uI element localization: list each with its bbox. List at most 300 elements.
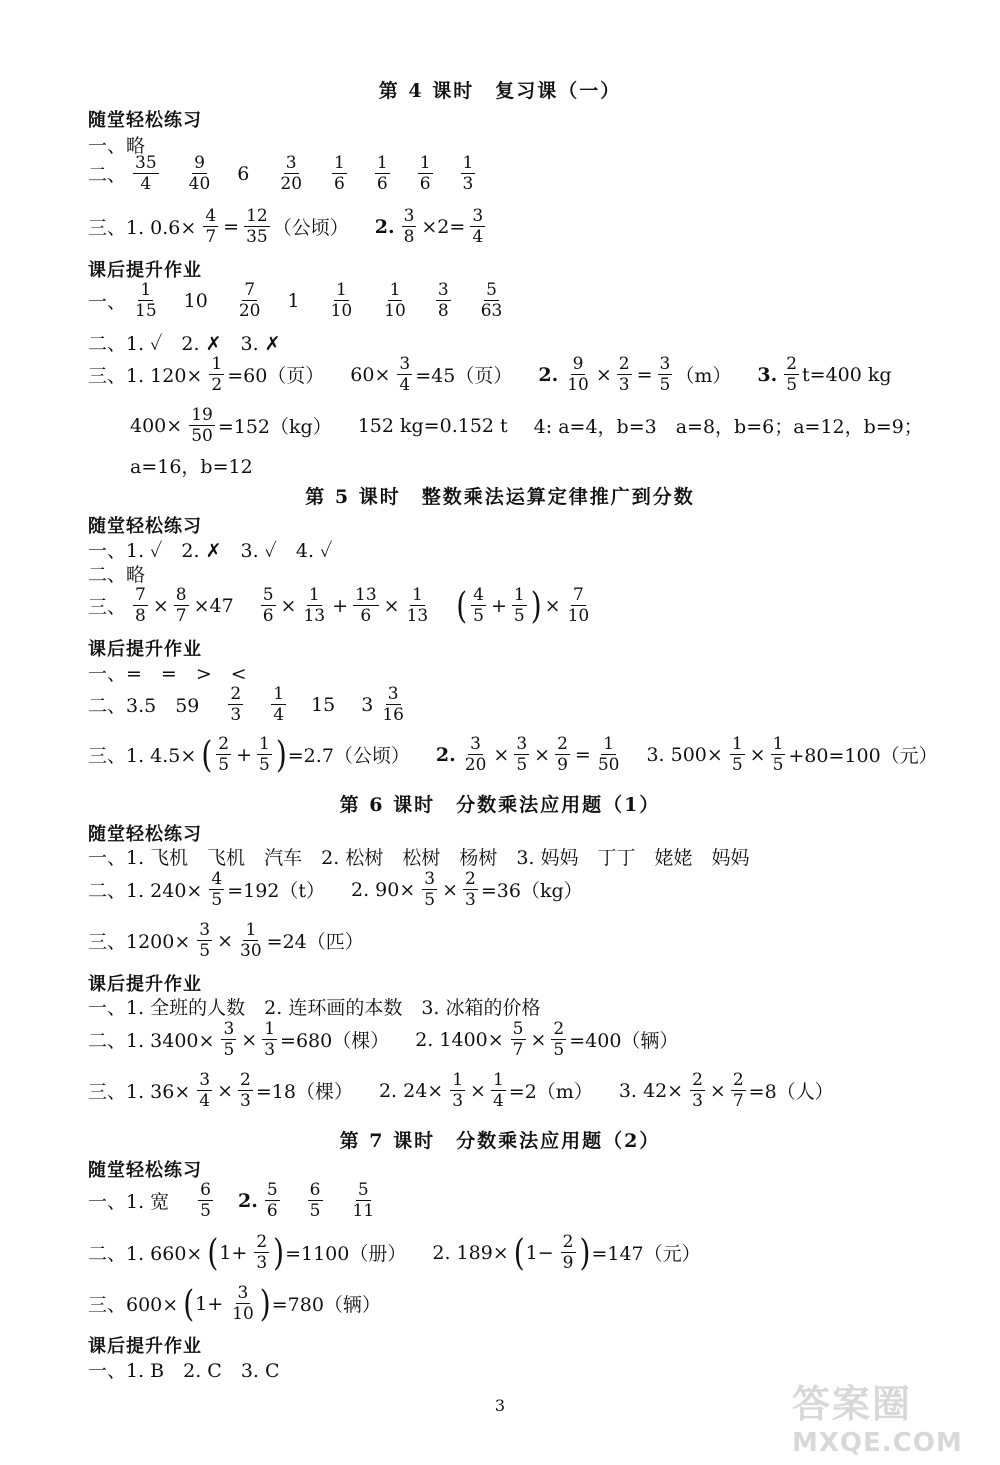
numerator: 3 [387, 684, 399, 704]
fraction [422, 869, 437, 910]
numerator: 2 [218, 734, 230, 754]
denominator: 10 [384, 301, 406, 321]
answer-line [88, 536, 336, 563]
denominator: 5 [659, 375, 671, 395]
answer-text: 一、1. 全班的人数 2. 连环画的本数 3. 冰箱的价格 [88, 997, 541, 1019]
times-sign: × [152, 594, 169, 617]
right-paren: ) [273, 1231, 285, 1274]
answer-line [88, 206, 488, 247]
answer-text: 2. [374, 215, 395, 238]
numerator: 1 [334, 153, 345, 173]
numerator: 2 [230, 684, 242, 704]
denominator: 4 [492, 1091, 504, 1111]
denominator: 15 [135, 301, 157, 321]
left-paren: ( [513, 1231, 525, 1274]
left-paren: ( [207, 1231, 219, 1274]
numerator: 2 [618, 354, 630, 374]
times-sign: × [530, 1028, 547, 1051]
denominator: 5 [786, 375, 798, 395]
equals-sign: = [574, 743, 591, 766]
fraction [237, 280, 263, 321]
answer-text: =2（m） [508, 1081, 593, 1103]
answer-text: 3 [361, 693, 374, 716]
answer-text: 三、1. 4.5× [88, 745, 197, 767]
answer-text: =8（人） [748, 1081, 834, 1103]
times-sign: × [595, 363, 612, 386]
denominator: 5 [211, 890, 223, 910]
fraction [436, 280, 451, 321]
times-sign: × [544, 594, 561, 617]
answer-text: 二、 [88, 164, 127, 186]
denominator: 5 [200, 1201, 211, 1221]
answer-line [88, 684, 409, 725]
answer-text: 三、600× [88, 1294, 179, 1316]
fraction [332, 153, 347, 194]
denominator: 9 [557, 755, 568, 775]
answer-text: 1+ [195, 1292, 224, 1315]
fraction [463, 734, 489, 775]
answer-text: （m） [675, 365, 732, 387]
numerator: 1 [462, 153, 474, 173]
plus-sign: + [236, 743, 252, 766]
answer-text: 10 [183, 289, 208, 312]
answer-line [88, 153, 478, 194]
fraction [402, 206, 417, 247]
answer-line [88, 659, 251, 686]
answer-text: 二、1. ✓ 2. ✗ 3. ✗ [88, 333, 281, 355]
answer-line [88, 329, 285, 356]
answer-text: 三、 [88, 596, 127, 618]
left-paren: ( [201, 733, 213, 776]
answer-text: =60（页） [227, 365, 325, 387]
numerator: 2 [256, 1232, 268, 1252]
denominator: 5 [223, 1040, 235, 1060]
denominator: 9 [562, 1253, 574, 1273]
answer-line [88, 869, 587, 910]
numerator: 1 [389, 280, 401, 300]
fraction [658, 354, 673, 395]
numerator: 1 [335, 280, 347, 300]
fraction [405, 585, 431, 626]
fraction [470, 206, 485, 247]
denominator: 3 [240, 1091, 251, 1111]
fraction [174, 585, 189, 626]
plus-sign: + [490, 594, 507, 617]
fraction [254, 1232, 269, 1273]
answer-text: 2. 189× [432, 1241, 509, 1264]
numerator: 3 [199, 920, 211, 940]
denominator: 5 [513, 606, 525, 626]
answer-text: 三、1. 36× [88, 1081, 191, 1103]
denominator: 4 [472, 227, 484, 247]
numerator: 2 [786, 354, 798, 374]
watermark-logo [792, 1373, 982, 1458]
fraction [351, 1180, 377, 1221]
numerator: 2 [732, 1070, 744, 1090]
answer-text: 152 kg=0.152 t [357, 414, 508, 437]
numerator: 3 [659, 354, 671, 374]
answer-text: =147（元） [591, 1243, 701, 1265]
denominator: 5 [309, 1201, 321, 1221]
denominator: 5 [516, 755, 528, 775]
denominator: 5 [424, 890, 436, 910]
plus-sign: + [332, 594, 349, 617]
answer-line [130, 452, 257, 479]
denominator: 13 [406, 606, 429, 626]
fraction [461, 153, 476, 194]
fraction [133, 585, 148, 626]
times-sign: × [217, 929, 234, 952]
denominator: 6 [419, 174, 431, 194]
numerator: 6 [200, 1180, 211, 1200]
denominator: 6 [266, 1201, 278, 1221]
numerator: 5 [512, 1019, 524, 1039]
answer-line [88, 1070, 838, 1111]
fraction [197, 920, 212, 961]
numerator: 3 [472, 206, 484, 226]
denominator: 5 [772, 755, 784, 775]
fraction [690, 1070, 705, 1111]
denominator: 5 [218, 755, 230, 775]
fraction [261, 585, 276, 626]
denominator: 2 [211, 375, 223, 395]
answer-line [88, 920, 368, 961]
numerator: 3 [470, 734, 481, 754]
fraction [278, 153, 304, 194]
answer-text: 三、1200× [88, 931, 191, 953]
left-paren: ( [456, 584, 468, 627]
numerator: 2 [240, 1070, 251, 1090]
fraction [133, 153, 159, 194]
denominator: 4 [399, 375, 411, 395]
section-label-in-class: 随堂轻松练习 [88, 516, 202, 537]
right-paren: ) [275, 733, 287, 776]
answer-text: =152（kg） [217, 416, 332, 438]
denominator: 3 [264, 1040, 276, 1060]
left-paren: ( [183, 1282, 195, 1325]
denominator: 4 [273, 705, 285, 725]
equals-sign: = [223, 215, 240, 238]
denominator: 20 [238, 301, 261, 321]
answer-text: 1− [525, 1241, 554, 1264]
fraction [228, 684, 243, 725]
denominator: 3 [618, 375, 630, 395]
numerator: 3 [424, 869, 436, 889]
denominator: 7 [512, 1040, 524, 1060]
fraction [565, 354, 591, 395]
denominator: 5 [553, 1040, 565, 1060]
numerator: 3 [437, 280, 449, 300]
answer-text: 4: a=4，b=3 a=8，b=6；a=12，b=9； [533, 416, 923, 438]
numerator: 1 [731, 734, 743, 754]
numerator: 7 [573, 585, 584, 605]
denominator: 3 [692, 1091, 703, 1111]
answer-line [88, 993, 545, 1020]
fraction [209, 869, 224, 910]
numerator: 3 [403, 206, 415, 226]
denominator: 10 [232, 1304, 254, 1324]
denominator: 3 [465, 890, 476, 910]
answer-text: 3. [757, 363, 778, 386]
answer-line [88, 1356, 284, 1383]
fraction [566, 585, 592, 626]
fraction [514, 734, 529, 775]
answer-text: ×47 [193, 594, 234, 617]
answer-text: 2. [435, 743, 456, 766]
answer-text: 一、1. ✓ 2. ✗ 3. ✓ 4. ✓ [88, 540, 333, 562]
denominator: 50 [597, 755, 620, 775]
fraction [561, 1232, 576, 1273]
denominator: 8 [403, 227, 415, 247]
numerator: 2 [557, 734, 568, 754]
numerator: 5 [262, 585, 274, 605]
numerator: 3 [516, 734, 528, 754]
denominator: 3 [452, 1091, 464, 1111]
denominator: 8 [437, 301, 449, 321]
numerator: 3 [285, 153, 297, 173]
denominator: 20 [464, 755, 487, 775]
answer-text: +80=100（元） [788, 745, 938, 767]
answer-text: =24（匹） [266, 931, 364, 953]
section-label-in-class: 随堂轻松练习 [88, 1160, 202, 1181]
times-sign: × [217, 1079, 234, 1102]
answer-line [88, 1283, 385, 1324]
fraction [203, 206, 218, 247]
answer-line [88, 843, 754, 870]
fraction [197, 1070, 212, 1111]
answer-text: 二、略 [88, 564, 146, 586]
page-number: 3 [494, 1396, 506, 1415]
denominator: 3 [462, 174, 474, 194]
answer-text: 二、1. 660× [88, 1243, 203, 1265]
denominator: 5 [259, 755, 270, 775]
denominator: 5 [731, 755, 743, 775]
times-sign: × [383, 594, 400, 617]
fraction [551, 1019, 566, 1060]
watermark-url: MXQE.COM [792, 1428, 963, 1458]
numerator: 1 [513, 585, 525, 605]
numerator: 1 [411, 585, 423, 605]
fraction [301, 585, 327, 626]
times-sign: × [493, 743, 510, 766]
answer-text: 一、略 [88, 135, 146, 157]
fraction [329, 280, 355, 321]
numerator: 3 [237, 1283, 249, 1303]
denominator: 5 [473, 606, 484, 626]
denominator: 4 [199, 1091, 211, 1111]
times-sign: × [280, 594, 297, 617]
answer-line [88, 1232, 705, 1273]
answer-text: =1100（册） [285, 1243, 407, 1265]
denominator: 6 [376, 174, 388, 194]
answer-text: a=16，b=12 [130, 456, 253, 478]
fraction [238, 920, 264, 961]
fraction [617, 354, 632, 395]
numerator: 1 [492, 1070, 504, 1090]
numerator: 1 [245, 920, 257, 940]
denominator: 10 [567, 375, 589, 395]
answer-text: =2.7（公顷） [287, 745, 410, 767]
section-label-after-class: 课后提升作业 [88, 974, 202, 995]
denominator: 16 [382, 705, 404, 725]
fraction [731, 1070, 746, 1111]
denominator: 10 [330, 301, 353, 321]
denominator: 7 [732, 1091, 744, 1111]
numerator: 9 [194, 153, 205, 173]
numerator: 2 [465, 869, 476, 889]
denominator: 7 [175, 606, 187, 626]
fraction [257, 734, 272, 775]
numerator: 1 [273, 684, 285, 704]
denominator: 63 [480, 301, 503, 321]
fraction [375, 153, 390, 194]
numerator: 4 [473, 585, 484, 605]
fraction [308, 1180, 323, 1221]
fraction [730, 734, 745, 775]
fraction [471, 585, 486, 626]
answer-text: 一、 [88, 291, 127, 313]
fraction [353, 585, 379, 626]
fraction [418, 153, 433, 194]
answer-text: 3. 500× [646, 743, 723, 766]
times-sign: × [470, 1079, 486, 1102]
right-paren: ) [530, 584, 542, 627]
answer-text: 1 [287, 289, 300, 312]
denominator: 10 [567, 606, 590, 626]
answer-text: 2. 24× [378, 1079, 444, 1102]
numerator: 19 [191, 405, 213, 425]
answer-text: =36（kg） [480, 880, 583, 902]
section-label-after-class: 课后提升作业 [88, 260, 202, 281]
denominator: 13 [303, 606, 326, 626]
times-sign: × [534, 743, 551, 766]
fraction [230, 1283, 256, 1324]
section-label-after-class: 课后提升作业 [88, 639, 202, 660]
denominator: 8 [135, 606, 146, 626]
answer-text: 一、1. 飞机 飞机 汽车 2. 松树 松树 杨树 3. 妈妈 丁丁 姥姥 妈妈 [88, 847, 750, 869]
numerator: 3 [223, 1019, 235, 1039]
numerator: 2 [562, 1232, 574, 1252]
numerator: 1 [140, 280, 152, 300]
answer-text: 3. 42× [618, 1079, 684, 1102]
denominator: 4 [140, 174, 152, 194]
answer-line [88, 1019, 682, 1060]
denominator: 7 [205, 227, 217, 247]
denominator: 3 [256, 1253, 268, 1273]
answer-text: 2. 1400× [415, 1028, 504, 1051]
numerator: 12 [246, 206, 268, 226]
fraction [479, 280, 505, 321]
watermark-text: 答案圈 [792, 1382, 913, 1426]
numerator: 1 [308, 585, 320, 605]
answer-text: ×2= [421, 215, 466, 238]
denominator: 50 [191, 426, 213, 446]
numerator: 9 [572, 354, 584, 374]
denominator: 11 [352, 1201, 375, 1221]
numerator: 7 [244, 280, 256, 300]
numerator: 1 [211, 354, 223, 374]
fraction [216, 734, 231, 775]
right-paren: ) [259, 1282, 271, 1325]
numerator: 5 [486, 280, 497, 300]
fraction [771, 734, 786, 775]
heading-lesson-5: 第 5 课时 整数乘法运算定律推广到分数 [305, 486, 695, 508]
denominator: 6 [360, 606, 372, 626]
fraction [221, 1019, 236, 1060]
answer-text: 三、1. 0.6× [88, 217, 197, 239]
numerator: 2 [553, 1019, 565, 1039]
answer-text: =192（t） [227, 880, 326, 902]
answer-line [130, 405, 927, 446]
answer-text: 二、3.5 59 [88, 695, 200, 717]
answer-line [88, 280, 507, 321]
answer-text: 2. [238, 1189, 258, 1212]
fraction [397, 354, 412, 395]
answer-text: 6 [237, 162, 250, 185]
numerator: 1 [419, 153, 431, 173]
numerator: 1 [452, 1070, 464, 1090]
times-sign: × [709, 1079, 726, 1102]
fraction [450, 1070, 465, 1111]
answer-text: 15 [311, 693, 336, 716]
heading-lesson-6: 第 6 课时 分数乘法应用题（1） [339, 794, 661, 816]
numerator: 13 [355, 585, 377, 605]
answer-line [88, 354, 896, 395]
section-label-in-class: 随堂轻松练习 [88, 824, 202, 845]
answer-text: 2. 90× [351, 878, 416, 901]
answer-line [88, 1180, 379, 1221]
denominator: 20 [280, 174, 303, 194]
answer-text: （公顷） [272, 217, 349, 239]
fraction [209, 354, 224, 395]
fraction [784, 354, 799, 395]
numerator: 35 [135, 153, 157, 173]
numerator: 8 [175, 585, 187, 605]
fraction [380, 684, 406, 725]
denominator: 3 [230, 705, 242, 725]
numerator: 2 [692, 1070, 703, 1090]
answer-text: 三、1. 120× [88, 365, 203, 387]
fraction [596, 734, 622, 775]
fraction [511, 1019, 526, 1060]
answer-text: 二、1. 3400× [88, 1030, 215, 1052]
numerator: 4 [205, 206, 217, 226]
numerator: 4 [211, 869, 223, 889]
denominator: 30 [240, 941, 262, 961]
fraction [238, 1070, 253, 1111]
denominator: 6 [334, 174, 345, 194]
answer-text: 1+ [219, 1241, 248, 1264]
fraction [187, 153, 213, 194]
numerator: 5 [266, 1180, 278, 1200]
section-label-after-class: 课后提升作业 [88, 1336, 202, 1357]
right-paren: ) [579, 1231, 591, 1274]
answer-text: 2. [538, 363, 559, 386]
answer-text: 一、1. B 2. C 3. C [88, 1360, 280, 1382]
answer-text: =780（辆） [271, 1294, 381, 1316]
answer-text: 一、1. 宽 [88, 1191, 170, 1213]
numerator: 6 [309, 1180, 321, 1200]
fraction [133, 280, 159, 321]
numerator: 7 [135, 585, 146, 605]
fraction [262, 1019, 277, 1060]
numerator: 1 [259, 734, 270, 754]
numerator: 3 [399, 354, 411, 374]
answer-text: 一、= = > < [88, 663, 247, 685]
answer-text: 二、1. 240× [88, 880, 203, 902]
fraction [555, 734, 570, 775]
fraction [265, 1180, 280, 1221]
